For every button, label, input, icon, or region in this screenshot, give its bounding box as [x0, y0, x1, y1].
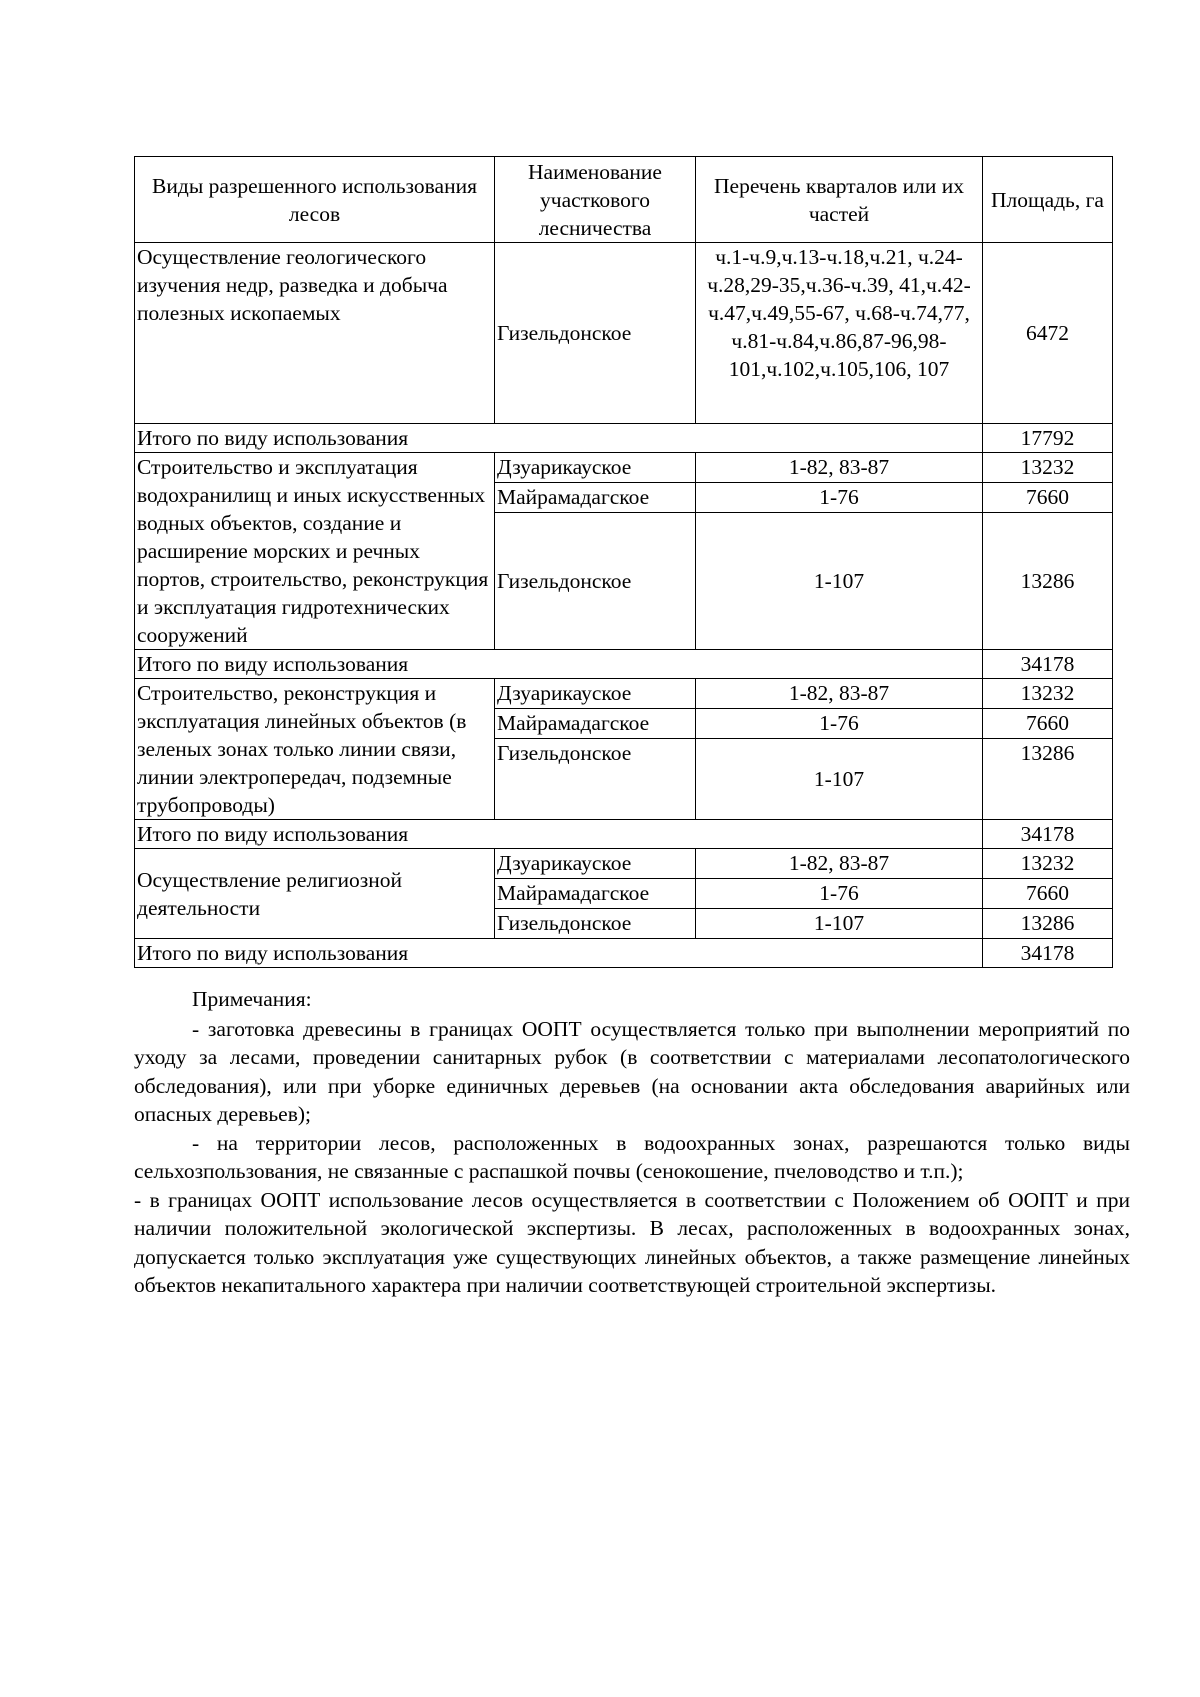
table-row — [135, 849, 1113, 879]
forestry-cell: Майрамадагское — [495, 709, 696, 739]
use-type-cell: Осуществление геологического изучения недр, разведка и добыча полезных ископаемых — [135, 243, 495, 424]
quarters-cell: 1-107 — [696, 909, 983, 939]
quarters-cell: 1-107 — [696, 739, 983, 820]
total-value: 17792 — [983, 424, 1113, 453]
forestry-cell: Гизельдонское — [495, 513, 696, 650]
use-type-cell: Строительство, реконструкция и эксплуатация линейных объектов (в зеленых зонах только линии связи, линии электропередач, подземные трубопроводы) — [135, 679, 495, 820]
forestry-cell: Дзуарикауское — [495, 453, 696, 483]
header-area: Площадь, га — [983, 157, 1113, 243]
note-item: - в границах ООПТ использование лесов осуществляется в соответствии с Положением об ООПТ и при наличии положительной экологической экспертизы. В лесах, расположенных в водоохранных зонах, допускается только эксплуатация уже существующих линейных объектов, а также размещение линейных объектов некапитального характера при наличии соответствующей строительной экспертизы. — [134, 1187, 1130, 1297]
table-header-row — [135, 157, 1113, 243]
total-label: Итого по виду использования — [135, 820, 983, 849]
total-row — [135, 939, 1113, 968]
header-quarters: Перечень кварталов или их частей — [696, 157, 983, 243]
total-row — [135, 820, 1113, 849]
total-value: 34178 — [983, 939, 1113, 968]
quarters-cell: ч.1-ч.9,ч.13-ч.18,ч.21, ч.24-ч.28,29-35,ч.36-ч.39, 41,ч.42-ч.47,ч.49,55-67, ч.68-ч.74,77, ч.81-ч.84,ч.86,87-96,98-101,ч.102,ч.105,106, 107 — [696, 243, 983, 424]
header-forestry: Наименование участкового лесничества — [495, 157, 696, 243]
total-value: 34178 — [983, 820, 1113, 849]
area-cell: 13286 — [983, 513, 1113, 650]
area-cell: 6472 — [983, 243, 1113, 424]
area-cell: 13286 — [983, 739, 1113, 820]
quarters-cell: 1-82, 83-87 — [696, 453, 983, 483]
quarters-cell: 1-107 — [696, 513, 983, 650]
notes-section — [134, 985, 1130, 1300]
forestry-cell: Майрамадагское — [495, 879, 696, 909]
area-cell: 7660 — [983, 483, 1113, 513]
header-use-type: Виды разрешенного использования лесов — [135, 157, 495, 243]
area-cell: 7660 — [983, 879, 1113, 909]
quarters-cell: 1-82, 83-87 — [696, 679, 983, 709]
area-cell: 7660 — [983, 709, 1113, 739]
forestry-cell: Гизельдонское — [495, 739, 696, 820]
area-cell: 13232 — [983, 849, 1113, 879]
forestry-cell: Майрамадагское — [495, 483, 696, 513]
quarters-cell: 1-76 — [696, 879, 983, 909]
total-label: Итого по виду использования — [135, 939, 983, 968]
total-value: 34178 — [983, 650, 1113, 679]
quarters-cell: 1-76 — [696, 709, 983, 739]
table-row — [135, 679, 1113, 709]
total-label: Итого по виду использования — [135, 424, 983, 453]
area-cell: 13232 — [983, 453, 1113, 483]
forestry-cell: Гизельдонское — [495, 243, 696, 424]
quarters-cell: 1-76 — [696, 483, 983, 513]
forest-use-table — [134, 156, 1113, 968]
forestry-cell: Гизельдонское — [495, 909, 696, 939]
area-cell: 13232 — [983, 679, 1113, 709]
table-row — [135, 243, 1113, 424]
total-row — [135, 650, 1113, 679]
total-row — [135, 424, 1113, 453]
table-row — [135, 453, 1113, 483]
note-item: - заготовка древесины в границах ООПТ осуществляется только при выполнении мероприятий по уходу за лесами, проведении санитарных рубок (в соответствии с материалами лесопатологического обследования), или при уборке единичных деревьев (на основании акта обследования аварийных или опасных деревьев); — [134, 1016, 1130, 1126]
notes-title: Примечания: — [192, 987, 312, 1011]
total-label: Итого по виду использования — [135, 650, 983, 679]
note-item: - на территории лесов, расположенных в водоохранных зонах, разрешаются только виды сельхозпользования, не связанные с распашкой почвы (сенокошение, пчеловодство и т.п.); — [134, 1130, 1130, 1183]
quarters-cell: 1-82, 83-87 — [696, 849, 983, 879]
use-type-cell: Осуществление религиозной деятельности — [135, 849, 495, 939]
forestry-cell: Дзуарикауское — [495, 679, 696, 709]
area-cell: 13286 — [983, 909, 1113, 939]
use-type-cell: Строительство и эксплуатация водохранилищ и иных искусственных водных объектов, создание и расширение морских и речных портов, строительство, реконструкция и эксплуатация гидротехнических сооружений — [135, 453, 495, 650]
forestry-cell: Дзуарикауское — [495, 849, 696, 879]
